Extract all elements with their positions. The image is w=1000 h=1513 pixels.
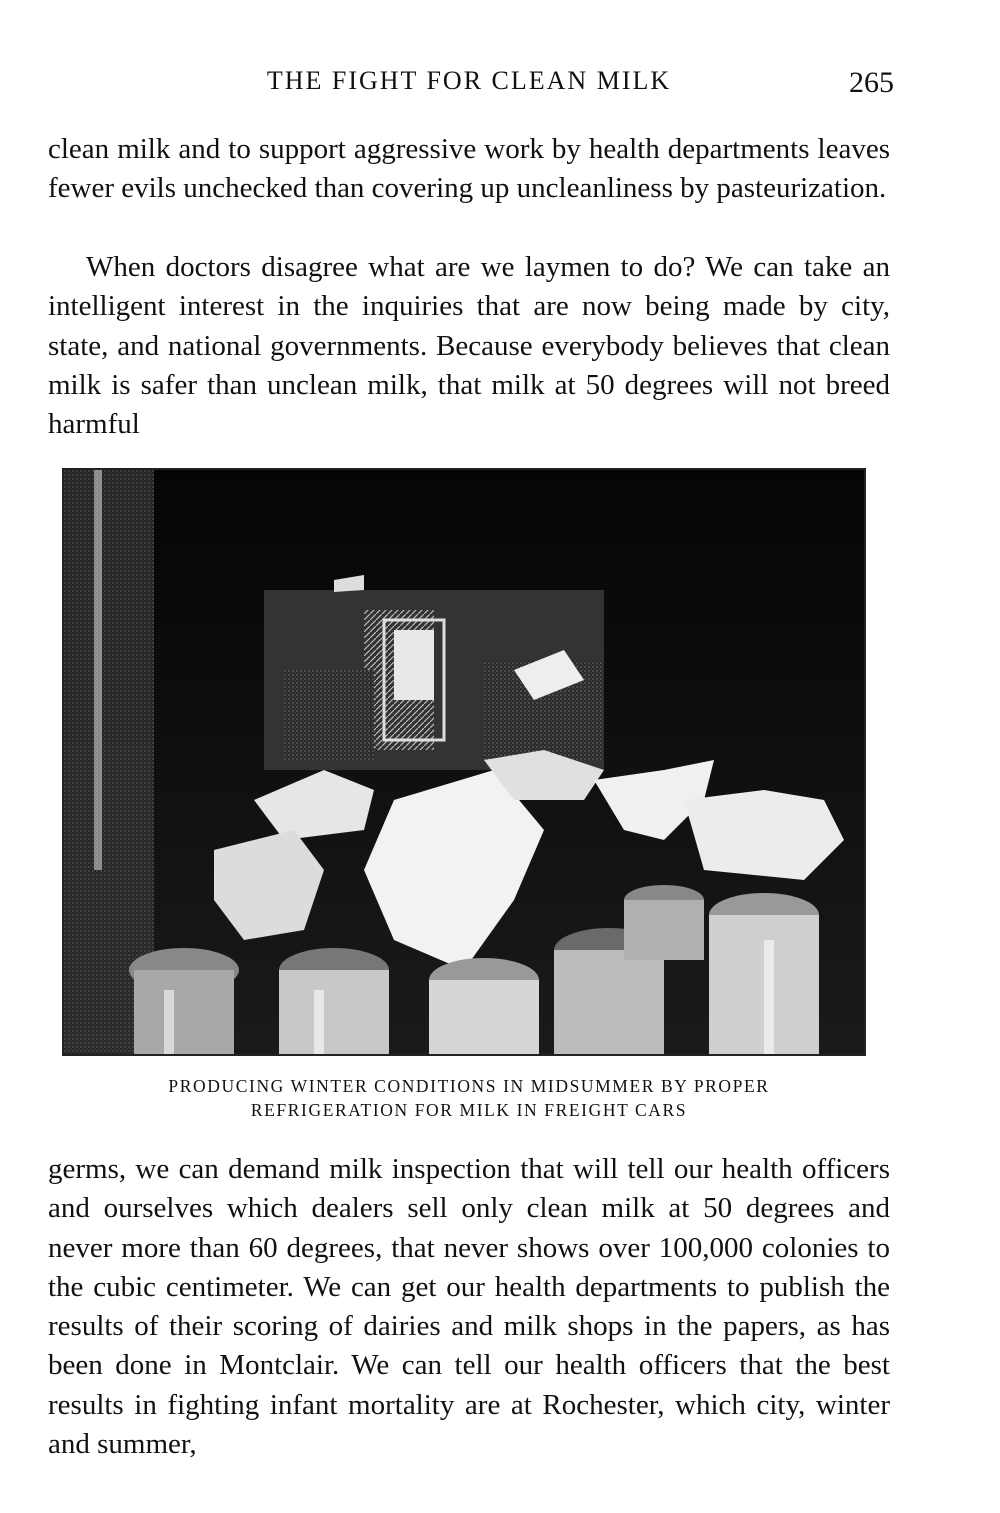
paragraph-2: When doctors disagree what are we laymen to do? We can take an intelligent interest in the inquiries that are now being made by city, state, and national governments. Because everybody believes that clean milk is safer than unclean milk, that milk at 50 degrees will not breed harmful: [48, 251, 890, 441]
caption-line-2: REFRIGERATION FOR MILK IN FREIGHT CARS: [250, 1100, 688, 1120]
photograph-milk-cans-freight-car: [62, 468, 866, 1056]
photograph-illustration: [64, 470, 864, 1054]
running-head: THE FIGHT FOR CLEAN MILK: [266, 66, 672, 95]
page-header: [48, 62, 894, 106]
paragraph-1: clean milk and to support aggressive work by health departments leaves fewer evils unchecked than covering up uncleanliness by pasteurization.: [48, 133, 890, 205]
figure-caption: [48, 1074, 890, 1122]
page-number: 265: [849, 66, 894, 99]
paragraph-3: germs, we can demand milk inspection that will tell our health officers and ourselves which dealers sell only clean milk at 50 degrees and never more than 60 degrees, that never shows over 100,000 colonies to the cubic centimeter. We can get our health departments to publish the results of their scoring of dairies and milk shops in the papers, as has been done in Montclair. We can tell our health officers that the best results in fighting infant mortality are at Rochester, which city, winter and summer,: [48, 1153, 890, 1461]
caption-line-1: PRODUCING WINTER CONDITIONS IN MIDSUMMER BY PROPER: [168, 1076, 770, 1096]
